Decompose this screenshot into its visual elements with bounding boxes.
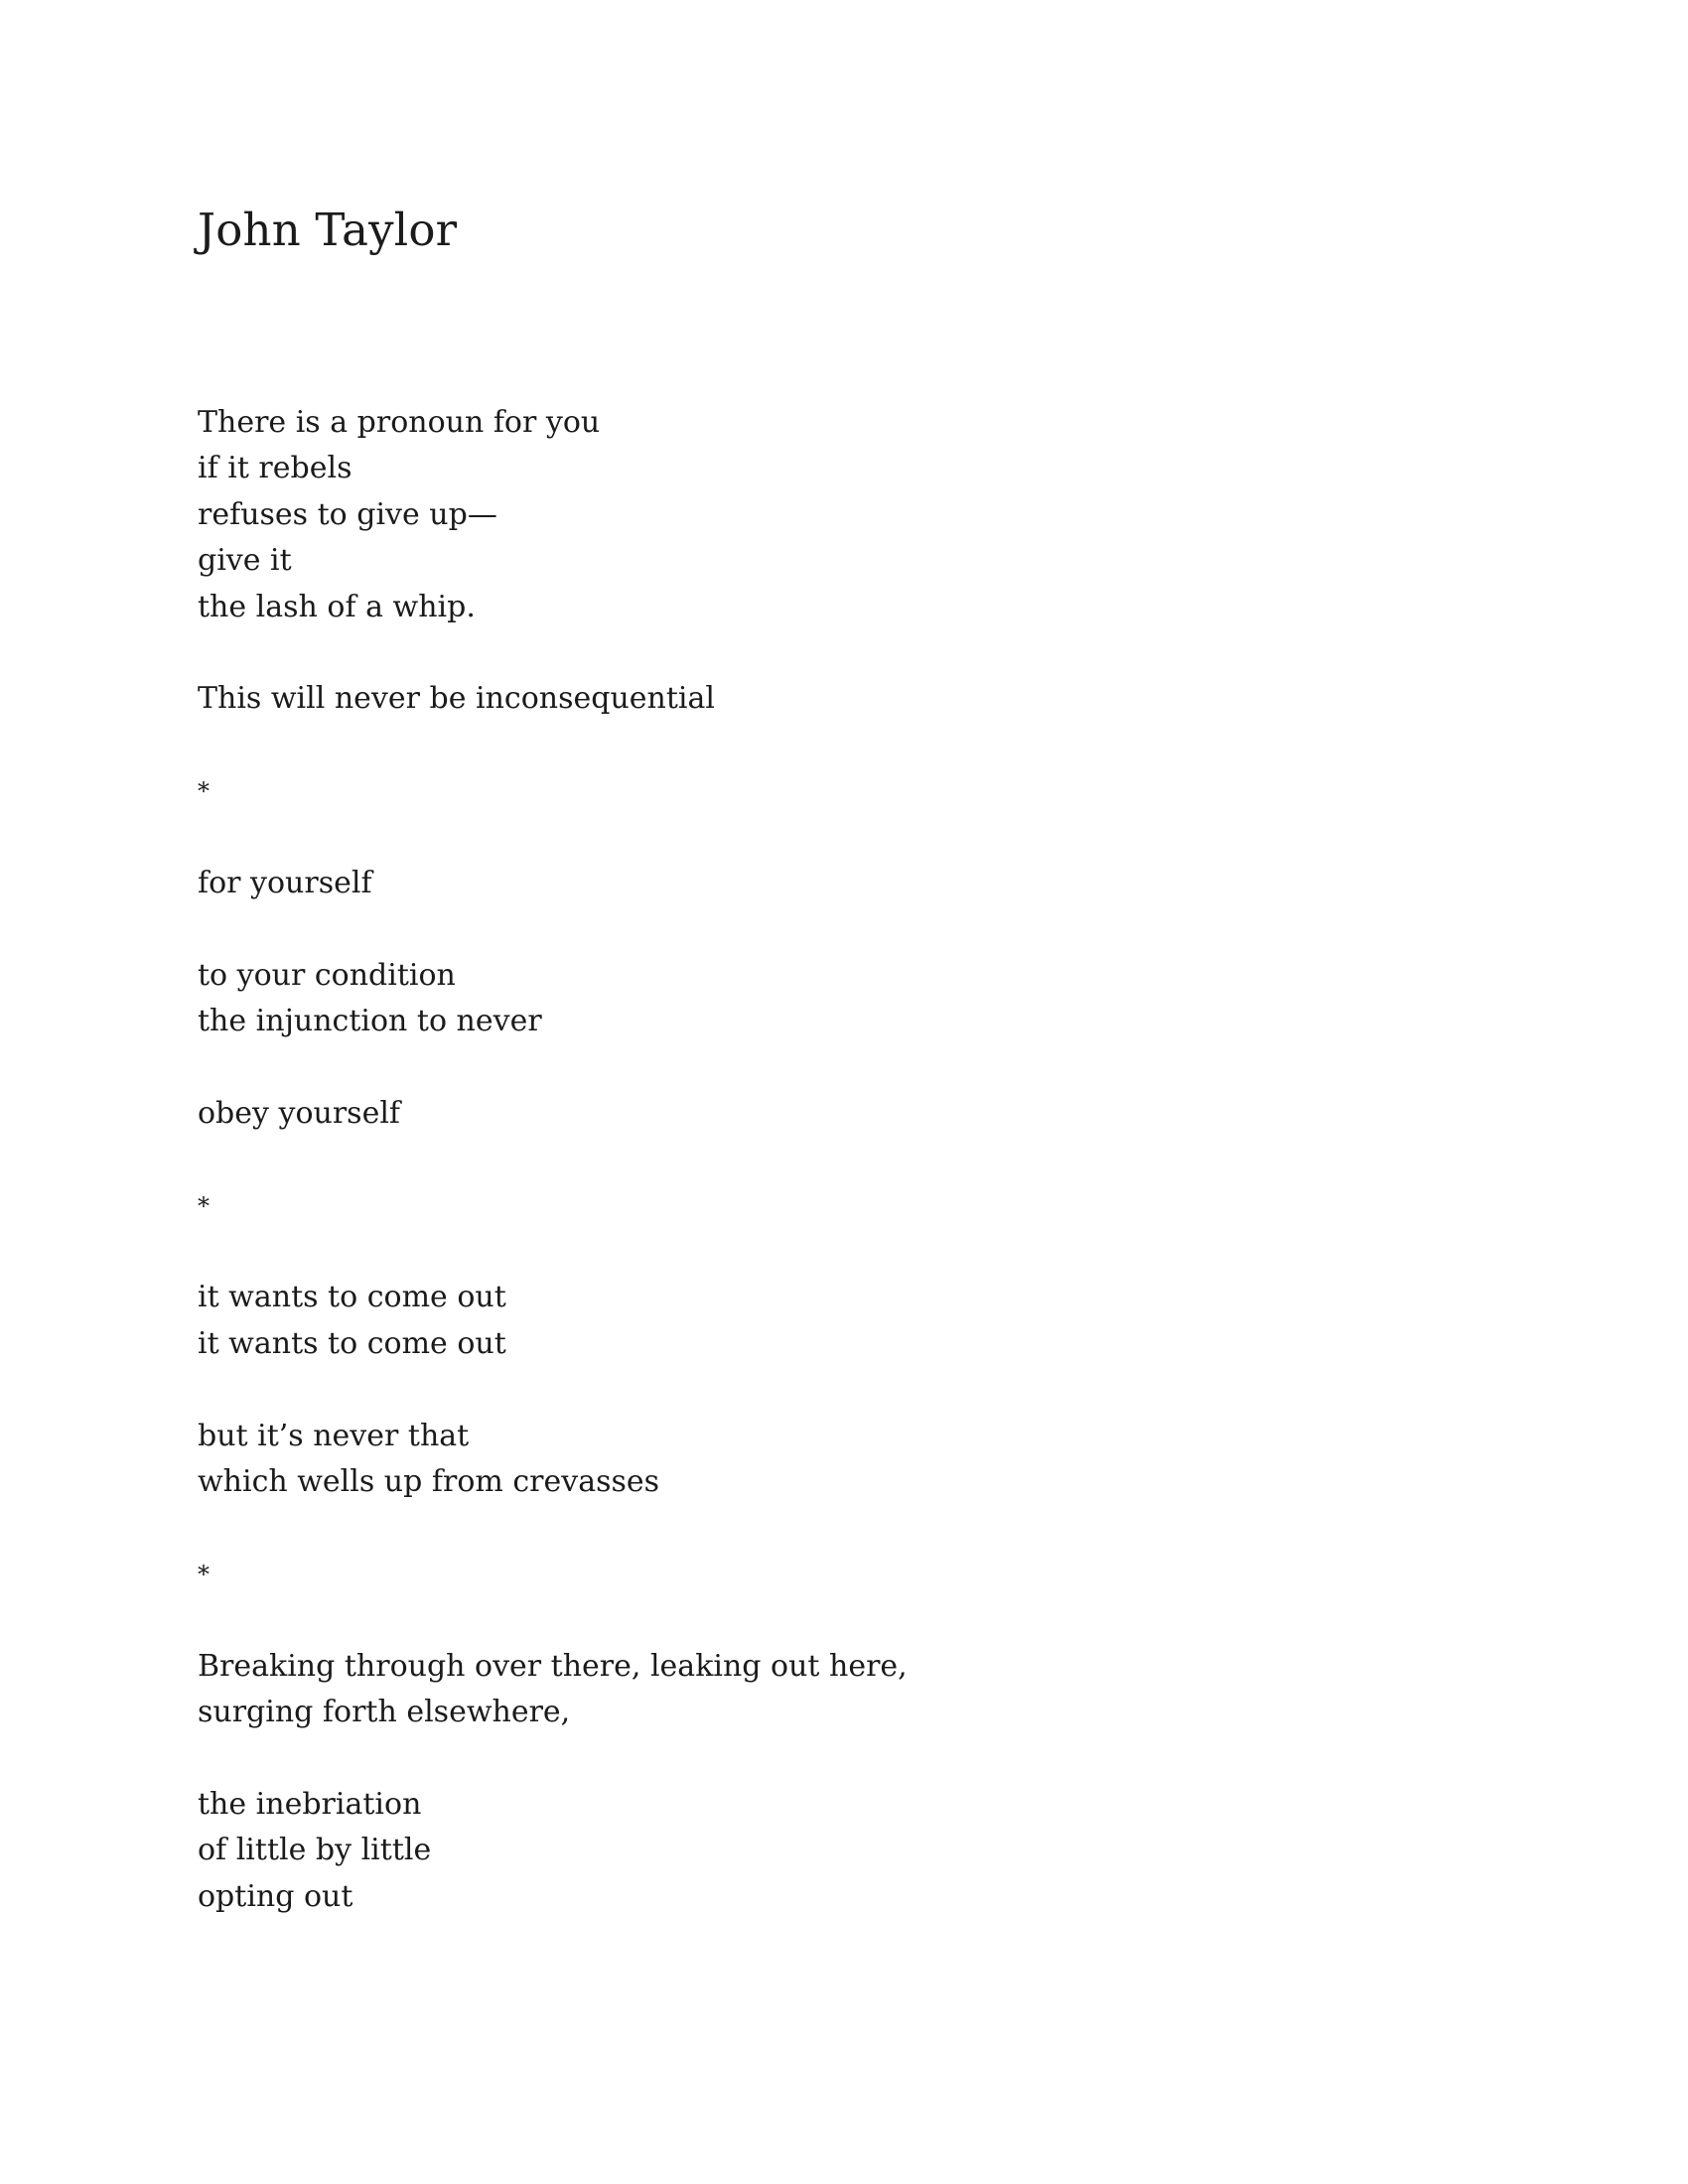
author-name: John Taylor bbox=[198, 204, 458, 256]
poem-line: the lash of a whip. bbox=[198, 589, 476, 624]
stanza-gap bbox=[198, 1505, 908, 1551]
poem-line: Breaking through over there, leaking out here, bbox=[198, 1648, 908, 1684]
stanza-gap bbox=[198, 1137, 908, 1182]
stanza-gap bbox=[198, 1735, 908, 1781]
poem-line: it wants to come out bbox=[198, 1325, 506, 1361]
poem-line: give it bbox=[198, 543, 292, 579]
poem-line: to your condition bbox=[198, 957, 456, 993]
section-separator: * bbox=[198, 1560, 210, 1588]
stanza-gap bbox=[198, 1367, 908, 1413]
poem-line: obey yourself bbox=[198, 1095, 401, 1131]
poem-line: it wants to come out bbox=[198, 1280, 506, 1315]
poem-line: surging forth elsewhere, bbox=[198, 1694, 571, 1729]
poem-line: opting out bbox=[198, 1878, 353, 1914]
stanza-gap bbox=[198, 630, 908, 676]
stanza-gap bbox=[198, 815, 908, 861]
poem-line: of little by little bbox=[198, 1833, 432, 1868]
poem-line: This will never be inconsequential bbox=[198, 681, 715, 717]
stanza-gap bbox=[198, 1229, 908, 1275]
section-separator: * bbox=[198, 777, 210, 806]
poem-line: which wells up from crevasses bbox=[198, 1463, 660, 1499]
poem-line: the inebriation bbox=[198, 1786, 422, 1822]
poem-line: refuses to give up— bbox=[198, 496, 497, 532]
poem-line: if it rebels bbox=[198, 451, 352, 486]
poem-body bbox=[198, 400, 908, 1920]
section-separator: * bbox=[198, 1191, 210, 1220]
poem-line: for yourself bbox=[198, 865, 372, 900]
stanza-gap bbox=[198, 1597, 908, 1643]
stanza-gap bbox=[198, 906, 908, 952]
stanza-gap bbox=[198, 723, 908, 768]
stanza-gap bbox=[198, 1044, 908, 1090]
poem-line: There is a pronoun for you bbox=[198, 405, 601, 440]
poem-line: but it’s never that bbox=[198, 1418, 470, 1453]
poem-line: the injunction to never bbox=[198, 1004, 542, 1039]
